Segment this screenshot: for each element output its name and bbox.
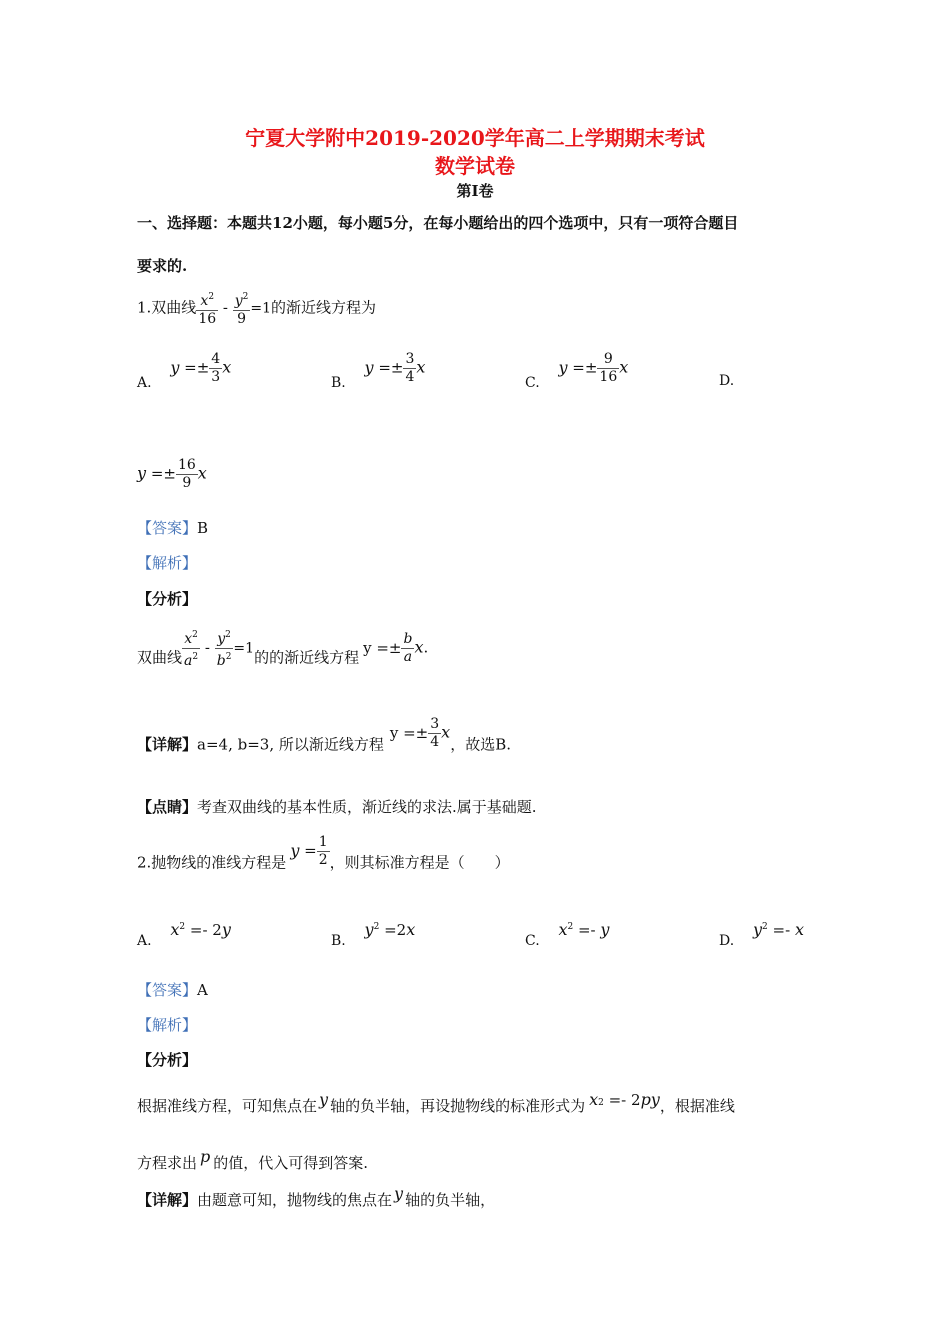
- question-1: 1.双曲线 $\frac{x^2}{16}$ - $\frac{y^2}{9}$ =1的渐近线方程为: [137, 289, 376, 328]
- q2-option-a: A. $x^2 =- 2y$: [137, 920, 231, 949]
- doc-title: 宁夏大学附中2019-2020学年高二上学期期末考试: [245, 126, 705, 150]
- q1-detail: 【详解】a=4, b=3, 所以渐近线方程y =± $\frac{3}{4}$ x，故选B.: [137, 716, 511, 754]
- q1-prefix: 1.双曲线: [137, 298, 197, 317]
- section-heading: 一、选择题：本题共12小题，每小题5分，在每小题给出的四个选项中，只有一项符合题目: [137, 214, 739, 232]
- q2-option-c: C. $x^2 =- y$: [525, 920, 610, 949]
- q1-suffix: 的渐近线方程为: [271, 298, 377, 317]
- section-heading-cont: 要求的.: [137, 257, 188, 275]
- q1-option-d-formula: y =± $\frac{16}{9}$ x: [137, 457, 207, 491]
- q1-frac-x: $\frac{x^2}{16}$: [198, 292, 217, 327]
- q1-option-a: A. y =± $\frac{4}{3}$ x: [137, 351, 232, 391]
- q2-analysis-tag: 【解析】: [137, 1016, 198, 1034]
- q1-answer: [137, 517, 208, 538]
- volume-label: 第Ⅰ卷: [456, 182, 494, 200]
- q2-fenxi-tag: 【分析】: [137, 1051, 198, 1069]
- q1-option-c: C. y =± $\frac{9}{16}$ x: [525, 351, 629, 391]
- q1-analysis-tag: 【解析】: [137, 554, 198, 572]
- answer-tag: 【答案】: [137, 981, 198, 999]
- q2-fenxi-line2: 方程求出 p 的值，代入可得到答案.: [137, 1147, 369, 1172]
- q2-option-b: B. $y^2 =2x$: [331, 920, 416, 949]
- answer-tag: 【答案】: [137, 519, 198, 537]
- q2-option-d: D. $y^2 =- x$: [719, 920, 804, 949]
- doc-subtitle: 数学试卷: [435, 154, 515, 178]
- q1-frac-y: $\frac{y^2}{9}$: [234, 292, 249, 327]
- q1-option-b: B. y =± $\frac{3}{4}$ x: [331, 351, 426, 391]
- q1-comment: 【点睛】考查双曲线的基本性质，渐近线的求法.属于基础题.: [137, 798, 537, 816]
- question-2: 2.抛物线的准线方程是y = $\frac{1}{2}$ ，则其标准方程是（ ）: [137, 834, 510, 872]
- q1-option-d-label: D.: [719, 373, 735, 389]
- q1-fenxi-tag: 【分析】: [137, 590, 198, 608]
- q1-fenxi-text: 双曲线 $\frac{x^2}{a^2}$ - $\frac{y^2}{b^2}$ =1的的渐近线方程y =± $\frac{b}{a}$ x.: [137, 630, 429, 669]
- q2-detail: 【详解】由题意可知，抛物线的焦点在 y 轴的负半轴，: [137, 1184, 496, 1209]
- q2-fenxi-line1: 根据准线方程，可知焦点在 y 轴的负半轴，再设抛物线的标准形式为 $x^2 =- 2py$，根据准线: [137, 1090, 735, 1115]
- q2-answer: [137, 979, 208, 1000]
- answer-value: A: [197, 981, 208, 999]
- answer-value: B: [197, 519, 209, 537]
